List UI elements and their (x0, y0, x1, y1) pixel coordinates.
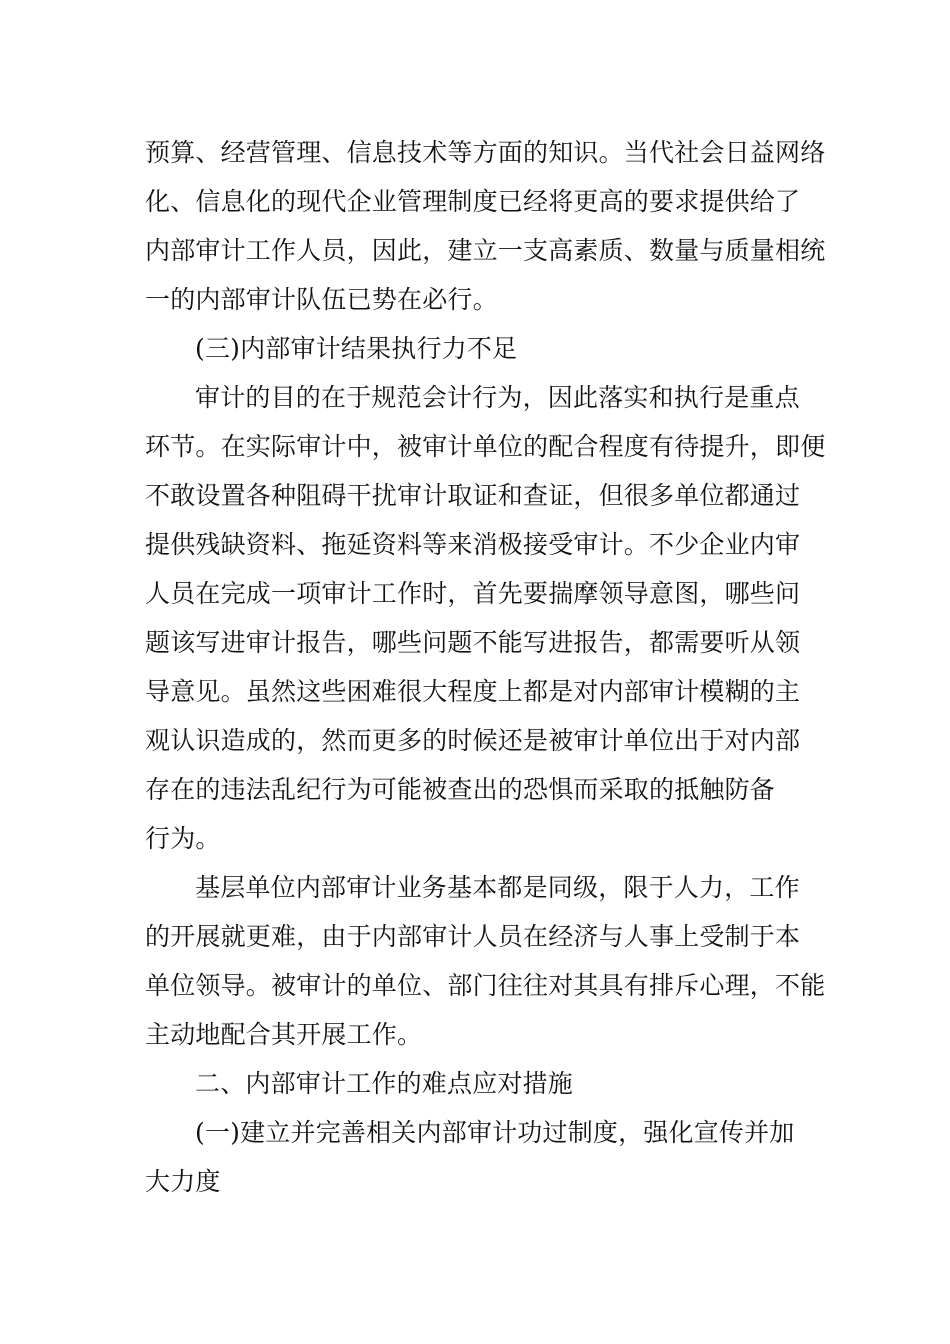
text-line: 二、内部审计工作的难点应对措施 (195, 1069, 574, 1098)
text-line: 大力度 (145, 1167, 221, 1196)
text-line: 提供残缺资料、拖延资料等来消极接受审计。不少企业内审 (145, 530, 801, 559)
text-line: 人员在完成一项审计工作时，首先要揣摩领导意图，哪些问 (145, 579, 801, 608)
document-body (145, 128, 826, 1206)
text-line: 一的内部审计队伍已势在必行。 (145, 285, 498, 314)
text-line: 预算、经营管理、信息技术等方面的知识。当代社会日益网络 (145, 138, 826, 167)
text-line: 行为。 (145, 824, 221, 853)
text-line: 单位领导。被审计的单位、部门往往对其具有排斥心理，不能 (145, 971, 826, 1000)
text-line: 化、信息化的现代企业管理制度已经将更高的要求提供给了 (145, 187, 801, 216)
text-line: (三)内部审计结果执行力不足 (195, 334, 518, 363)
text-line: 环节。在实际审计中，被审计单位的配合程度有待提升，即便 (145, 432, 826, 461)
text-line: (一)建立并完善相关内部审计功过制度，强化宣传并加 (195, 1118, 795, 1147)
text-line: 存在的违法乱纪行为可能被查出的恐惧而采取的抵触防备 (145, 775, 776, 804)
text-line: 主动地配合其开展工作。 (145, 1020, 423, 1049)
text-line: 基层单位内部审计业务基本都是同级，限于人力，工作 (195, 873, 800, 902)
text-line: 观认识造成的，然而更多的时候还是被审计单位出于对内部 (145, 726, 801, 755)
text-line: 题该写进审计报告，哪些问题不能写进报告，都需要听从领 (145, 628, 801, 657)
text-line: 审计的目的在于规范会计行为，因此落实和执行是重点 (195, 383, 800, 412)
text-line: 不敢设置各种阻碍干扰审计取证和查证，但很多单位都通过 (145, 481, 801, 510)
text-line: 导意见。虽然这些困难很大程度上都是对内部审计模糊的主 (145, 677, 801, 706)
text-line: 的开展就更难，由于内部审计人员在经济与人事上受制于本 (145, 922, 801, 951)
text-line: 内部审计工作人员，因此，建立一支高素质、数量与质量相统 (145, 236, 826, 265)
